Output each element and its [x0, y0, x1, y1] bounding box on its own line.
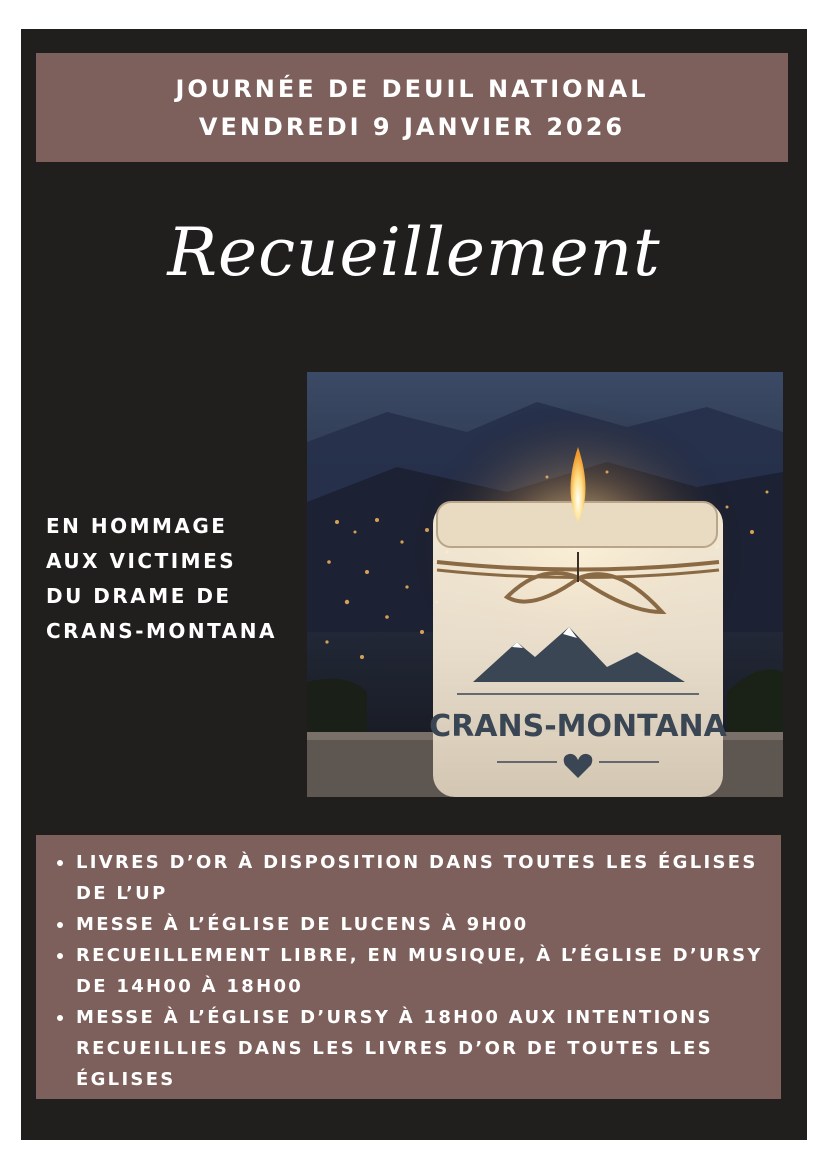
- tribute-line: EN HOMMAGE: [46, 514, 228, 538]
- bullet-icon: [57, 953, 63, 959]
- list-item: [36, 940, 781, 1002]
- tribute-text: [46, 509, 316, 649]
- list-item: [36, 1002, 781, 1095]
- tribute-line: DU DRAME DE: [46, 584, 232, 608]
- tribute-line: AUX VICTIMES: [46, 549, 237, 573]
- tribute-line: CRANS-MONTANA: [46, 619, 277, 643]
- candle-photo: [307, 372, 783, 797]
- info-band: [36, 835, 781, 1099]
- header-title: JOURNÉE DE DEUIL NATIONAL: [175, 74, 649, 103]
- list-item: [36, 909, 781, 940]
- bullet-icon: [57, 860, 63, 866]
- info-item-text: LIVRES D’OR À DISPOSITION DANS TOUTES LES ÉGLISES DE L’UP: [76, 852, 758, 904]
- list-item: [36, 847, 781, 909]
- candle-photo-illustration: [307, 372, 783, 797]
- candle-label: CRANS-MONTANA: [429, 709, 727, 744]
- info-item-text: MESSE À L’ÉGLISE DE LUCENS À 9H00: [76, 914, 529, 935]
- bullet-icon: [57, 1015, 63, 1021]
- info-item-text: MESSE À L’ÉGLISE D’URSY À 18H00 AUX INTENTIONS RECUEILLIES DANS LES LIVRES D’OR DE TOUTES LES ÉGLISES: [76, 1007, 714, 1090]
- page-title: Recueillement: [167, 214, 661, 291]
- bullet-icon: [57, 922, 63, 928]
- info-list: [36, 835, 781, 1095]
- info-item-text: RECUEILLEMENT LIBRE, EN MUSIQUE, À L’ÉGLISE D’URSY DE 14H00 À 18H00: [76, 945, 763, 997]
- poster: [21, 29, 807, 1140]
- header-band: [36, 53, 788, 162]
- header-date: VENDREDI 9 JANVIER 2026: [198, 112, 626, 141]
